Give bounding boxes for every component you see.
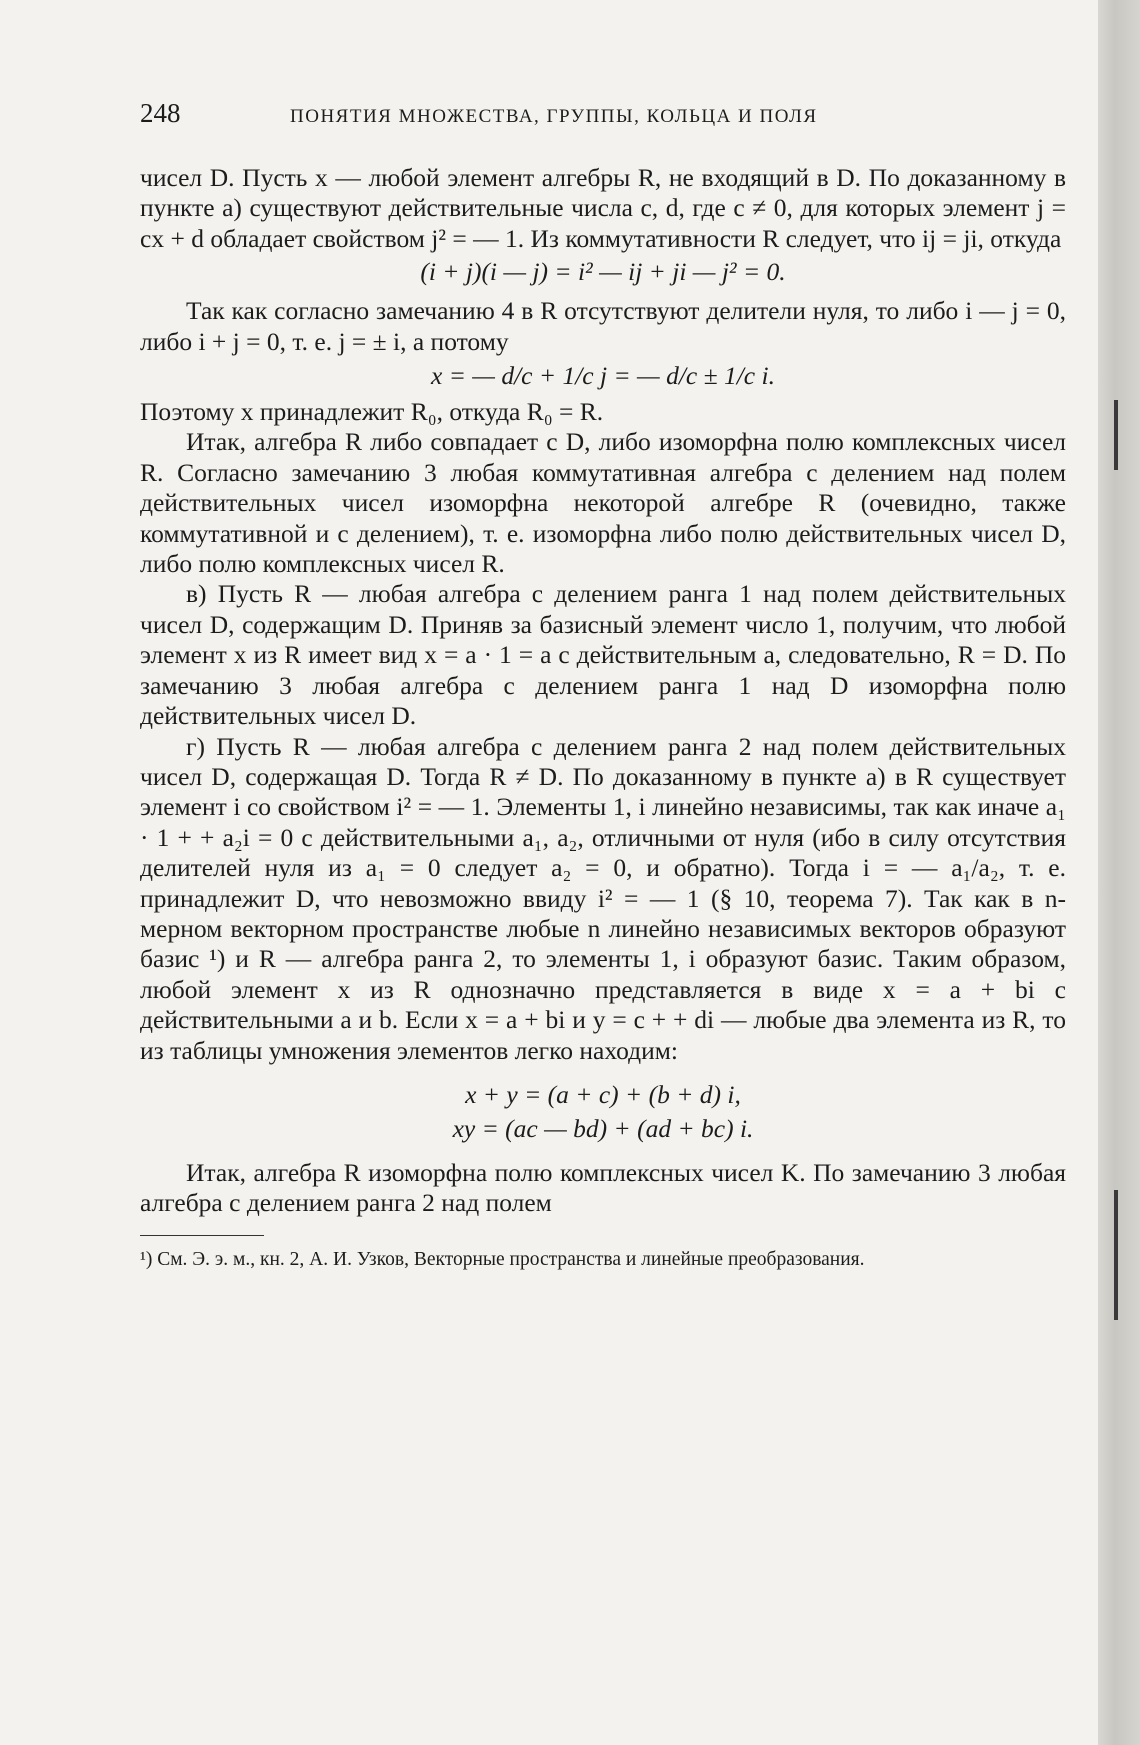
book-edge [1098, 0, 1140, 1745]
footnote: ¹) См. Э. э. м., кн. 2, А. И. Узков, Векторные пространства и линейные преобразования. [140, 1248, 865, 1270]
edge-mark [1114, 400, 1118, 470]
paragraph-continuation: чисел D. Пусть x — любой элемент алгебры R, не входящий в D. По доказанному в пункте а) существуют действительные числа c, d, где c ≠ 0, для которых элемент j = cx + d обладает свойством j² = — 1. Из коммутативности R следует, что ij = ji, откуда [140, 163, 1066, 253]
formula-product: xy = (ac — bd) + (ad + bc) i. [452, 1113, 754, 1143]
edge-mark [1114, 1190, 1118, 1320]
page-body [140, 163, 1066, 1272]
formula-x-expression: x = — d/c + 1/c j = — d/c ± 1/c i. [431, 361, 775, 391]
running-header [140, 98, 1066, 138]
paragraph-zero-divisors: Так как согласно замечанию 4 в R отсутствуют делители нуля, то либо i — j = 0, либо i + j = 0, т. е. j = ± i, а потому [140, 296, 1066, 356]
paragraph-isomorphism: Итак, алгебра R изоморфна полю комплексных чисел K. По замечанию 3 любая алгебра с делением ранга 2 над полем [140, 1157, 1066, 1218]
paragraph-case-v: в) Пусть R — любая алгебра с делением ранга 1 над полем действительных чисел D, содержащим D. Приняв за базисный элемент число 1, получим, что любой элемент x из R имеет вид x = a · 1 = a с действительным a, следовательно, R = D. По замечанию 3 любая алгебра с делением ранга 1 над D изоморфна полю действительных чисел D. [140, 579, 1066, 731]
paragraph-commutative-algebra: Итак, алгебра R либо совпадает с D, либо изоморфна полю комплексных чисел R. Согласно замечанию 3 любая коммутативная алгебра с делением над полем действительных чисел изоморфна некоторой алгебре R (очевидно, также коммутативной и с делением), т. е. изоморфна либо полю действительных чисел D, либо полю комплексных чисел R. [140, 427, 1066, 579]
running-title: ПОНЯТИЯ МНОЖЕСТВА, ГРУППЫ, КОЛЬЦА И ПОЛЯ [290, 106, 818, 127]
formula-operations [140, 1078, 1066, 1146]
footnote-divider [140, 1235, 264, 1236]
paragraph-conclusion: Поэтому x принадлежит R₀, откуда R₀ = R. [140, 397, 604, 427]
page-number: 248 [140, 98, 181, 128]
formula-commutativity: (i + j)(i — j) = i² — ij + ji — j² = 0. [420, 257, 786, 287]
paragraph-case-g: г) Пусть R — любая алгебра с делением ранга 2 над полем действительных чисел D, содержащая D. Тогда R ≠ D. По доказанному в пункте а) в R существует элемент i со свойством i² = — 1. Элементы 1, i линейно независимы, так как иначе a₁ · 1 + + a₂i = 0 с действительными a₁, a₂, отличными от нуля (ибо в силу отсутствия делителей нуля из a₁ = 0 следует a₂ = 0, и обратно). Тогда i = — a₁/a₂, т. е. принадлежит D, что невозможно ввиду i² = — 1 (§ 10, теорема 7). Так как в n-мерном векторном пространстве любые n линейно независимых векторов образуют базис ¹) и R — алгебра ранга 2, то элементы 1, i образуют базис. Таким образом, любой элемент x из R однозначно представляется в виде x = a + bi с действительными a и b. Если x = a + bi и y = c + + di — любые два элемента из R, то из таблицы умножения элементов легко находим: [140, 731, 1066, 1065]
formula-sum: x + y = (a + c) + (b + d) i, [465, 1079, 741, 1109]
